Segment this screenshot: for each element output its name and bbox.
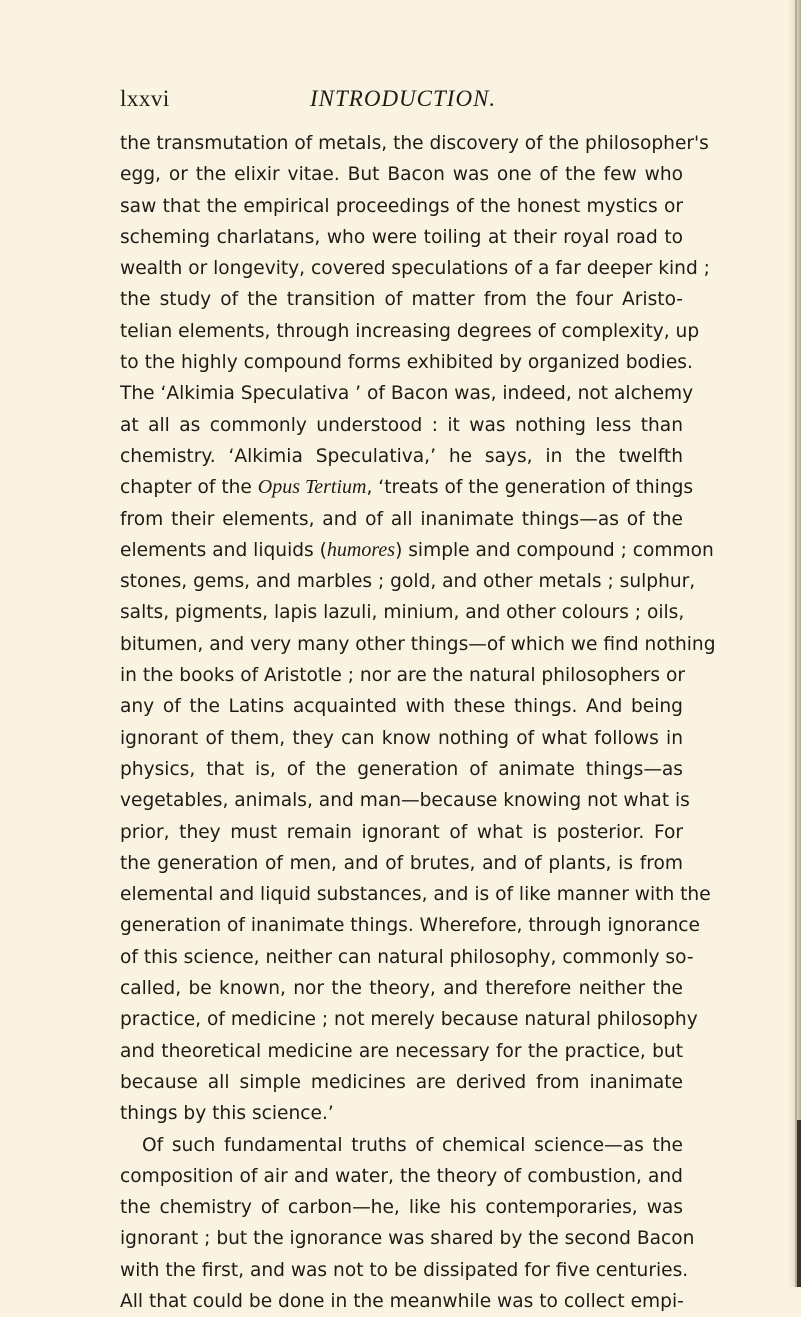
italic-title: Opus Tertium xyxy=(257,476,367,499)
text-line: bitumen, and very many other things—of which we find nothing xyxy=(120,633,716,655)
text-line: The ‘Alkimia Speculativa ’ of Bacon was, indeed, not alchemy xyxy=(120,383,694,405)
text-run: ) simple and compound ; common xyxy=(395,539,714,561)
text-line: the chemistry of carbon—he, like his contemporaries, was xyxy=(120,1197,683,1219)
text-line: generation of inanimate things. Wherefore, through ignorance xyxy=(120,915,700,937)
text-line: saw that the empirical proceedings of the honest mystics or xyxy=(120,195,683,217)
text-line: salts, pigments, lapis lazuli, minium, and other colours ; oils, xyxy=(120,602,685,624)
running-head: INTRODUCTION. xyxy=(310,86,497,111)
body-text xyxy=(120,128,716,1317)
text-line: All that could be done in the meanwhile was to collect empi- xyxy=(120,1290,684,1312)
text-line: the study of the transition of matter from the four Aristo- xyxy=(120,289,683,311)
text-line: called, be known, nor the theory, and therefore neither the xyxy=(120,978,683,1000)
text-line: stones, gems, and marbles ; gold, and other metals ; sulphur, xyxy=(120,571,696,593)
text-run: chapter of the xyxy=(120,477,258,499)
text-line: physics, that is, of the generation of animate things—as xyxy=(120,758,683,780)
text-line: prior, they must remain ignorant of what is posterior. For xyxy=(120,821,683,843)
text-line-with-italic xyxy=(120,472,694,503)
italic-term: humores xyxy=(326,538,396,561)
text-run: , ‘treats of the generation of things xyxy=(366,477,694,499)
text-line: at all as commonly understood : it was nothing less than xyxy=(120,414,683,436)
text-line-with-italic xyxy=(120,535,714,566)
text-line: ignorant ; but the ignorance was shared by the second Bacon xyxy=(120,1228,695,1250)
text-line: ignorant of them, they can know nothing of what follows in xyxy=(120,727,683,749)
page-number: lxxvi xyxy=(120,86,170,111)
page-edge-line xyxy=(795,0,797,1287)
text-line: to the highly compound forms exhibited by organized bodies. xyxy=(120,352,693,374)
text-line-paragraph-end: things by this science.’ xyxy=(120,1103,334,1125)
text-line: elemental and liquid substances, and is of like manner with the xyxy=(120,884,711,906)
text-line: from their elements, and of all inanimate things—as of the xyxy=(120,508,683,530)
text-line: telian elements, through increasing degrees of complexity, up xyxy=(120,320,700,342)
text-line: any of the Latins acquainted with these things. And being xyxy=(120,696,683,718)
text-line-paragraph-start: Of such fundamental truths of chemical science—as the xyxy=(142,1134,683,1156)
text-line: because all simple medicines are derived from inanimate xyxy=(120,1071,683,1093)
page-edge-mark xyxy=(797,1120,801,1287)
text-run: elements and liquids ( xyxy=(120,539,327,561)
text-line: composition of air and water, the theory of combustion, and xyxy=(120,1165,683,1187)
text-line: of this science, neither can natural philosophy, commonly so- xyxy=(120,946,694,968)
page-header xyxy=(120,86,680,116)
text-line: in the books of Aristotle ; nor are the natural philosophers or xyxy=(120,665,686,687)
text-line: chemistry. ‘Alkimia Speculativa,’ he says, in the twelfth xyxy=(120,445,683,467)
text-line: scheming charlatans, who were toiling at their royal road to xyxy=(120,226,683,248)
text-line: practice, of medicine ; not merely because natural philosophy xyxy=(120,1009,698,1031)
page-edge-shadow xyxy=(787,0,801,1287)
text-line: and theoretical medicine are necessary for the practice, but xyxy=(120,1040,683,1062)
text-line: the generation of men, and of brutes, and of plants, is from xyxy=(120,852,683,874)
text-line: egg, or the elixir vitae. But Bacon was one of the few who xyxy=(120,164,683,186)
text-line: the transmutation of metals, the discovery of the philosopher's xyxy=(120,133,709,154)
text-line: wealth or longevity, covered speculations of a far deeper kind ; xyxy=(120,258,710,280)
text-line: with the first, and was not to be dissipated for five centuries. xyxy=(120,1259,689,1281)
text-line: vegetables, animals, and man—because knowing not what is xyxy=(120,790,690,812)
